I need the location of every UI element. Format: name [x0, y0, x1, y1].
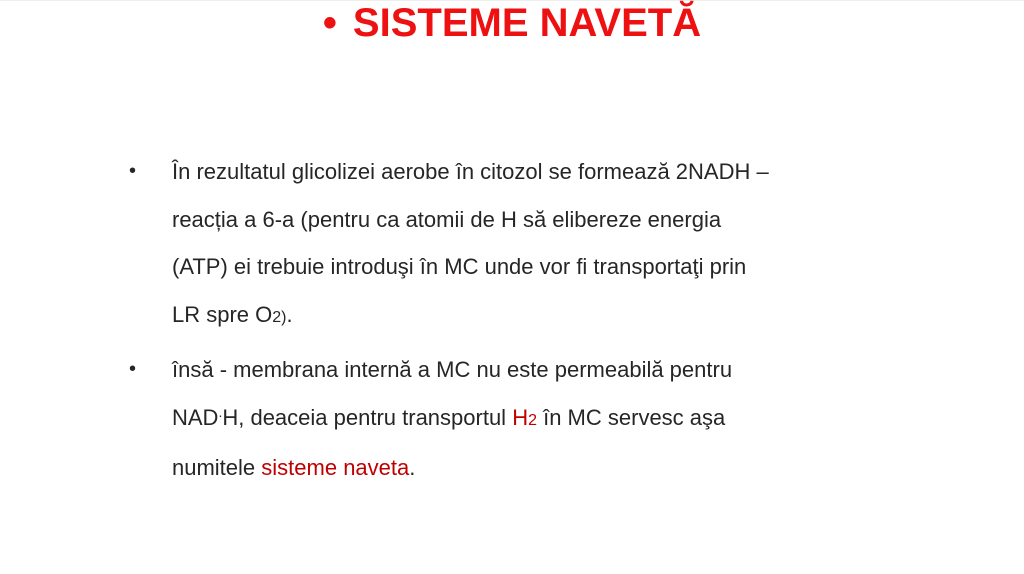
bullet-item-1 [129, 148, 889, 341]
bullet-list [129, 148, 889, 497]
bullet-1-line-1: În rezultatul glicolizei aerobe în citozol se formează 2NADH – [172, 159, 769, 184]
h2-subscript: 2 [528, 411, 537, 429]
nad-raised-dot: . [218, 403, 223, 420]
slide-title [0, 0, 1024, 46]
bullet-2-end-period: . [409, 455, 416, 480]
bullet-1-line-3: (ATP) ei trebuie introduşi în MC unde vor fi transportaţi prin [172, 254, 747, 279]
bullet-1-line-4: LR spre O [172, 301, 273, 327]
bullet-2-line-2-end: în MC servesc aşa [536, 404, 726, 430]
bullet-2-line-2: H, deaceia pentru transportul [222, 404, 513, 430]
oxygen-subscript: 2) [272, 308, 287, 326]
bullet-2-line-1: însă - membrana internă a MC nu este permeabilă pentru [172, 357, 733, 382]
bullet-1-end-period: . [286, 301, 293, 327]
bullet-marker: • [129, 358, 137, 380]
h2-highlight: H [512, 404, 529, 430]
title-bullet: • [322, 1, 337, 45]
bullet-marker: • [129, 160, 137, 182]
nad-text: NAD [172, 404, 219, 430]
bullet-item-2 [129, 346, 889, 492]
bullet-1-line-2: reacția a 6-a (pentru ca atomii de H să elibereze energia [172, 206, 722, 232]
title-text: SISTEME NAVETĂ [352, 1, 702, 45]
bullet-2-line-3: numitele [172, 455, 262, 480]
sisteme-naveta-highlight: sisteme naveta [261, 455, 410, 480]
